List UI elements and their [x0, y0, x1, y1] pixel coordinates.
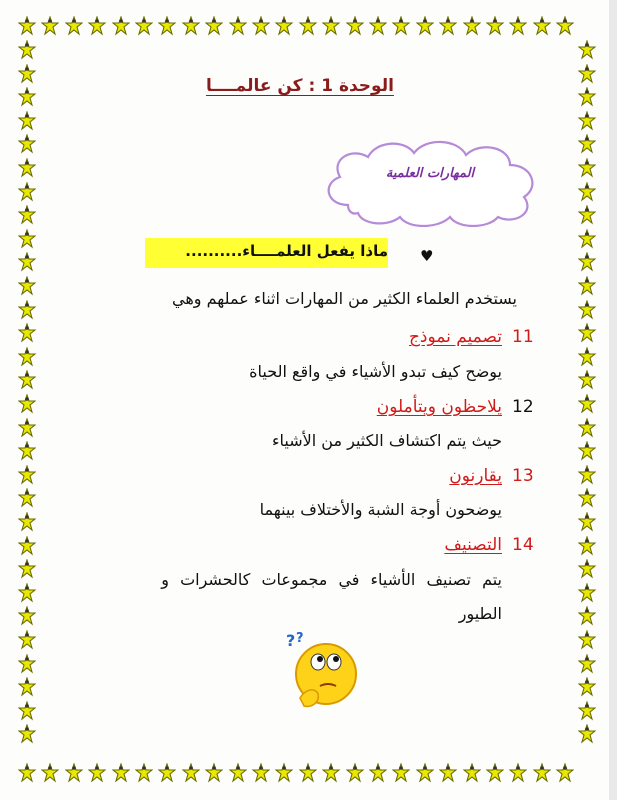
star-figure-icon	[182, 763, 200, 787]
star-figure-icon	[509, 763, 527, 787]
star-figure-icon	[486, 16, 504, 40]
star-figure-icon	[275, 16, 293, 40]
border-top	[18, 16, 601, 40]
star-figure-icon	[41, 16, 59, 40]
skill-number: 11	[512, 327, 534, 347]
border-right	[578, 40, 600, 755]
title-container	[195, 76, 405, 96]
cloud-label: المهارات العلمية	[385, 166, 475, 181]
intro-text: يستخدم العلماء الكثير من المهارات اثناء عملهم وهي	[172, 289, 517, 308]
star-figure-icon	[578, 724, 596, 748]
star-figure-icon	[578, 418, 596, 442]
star-figure-icon	[578, 205, 596, 229]
star-figure-icon	[18, 300, 36, 324]
star-figure-icon	[18, 394, 36, 418]
question-text: ماذا يفعل العلمــــاء..........	[185, 242, 388, 260]
star-figure-icon	[463, 16, 481, 40]
star-figure-icon	[18, 724, 36, 748]
star-figure-icon	[205, 16, 223, 40]
svg-text:?: ?	[296, 631, 304, 646]
skill-heading: التصنيف	[444, 535, 502, 555]
star-figure-icon	[18, 64, 36, 88]
skill-heading: تصميم نموذج	[408, 327, 502, 347]
star-figure-icon	[18, 606, 36, 630]
star-figure-icon	[18, 418, 36, 442]
star-figure-icon	[578, 347, 596, 371]
star-figure-icon	[229, 763, 247, 787]
skill-description: يوضح كيف تبدو الأشياء في واقع الحياة	[249, 362, 502, 381]
star-figure-icon	[18, 512, 36, 536]
star-figure-icon	[578, 252, 596, 276]
star-figure-icon	[18, 40, 36, 64]
star-figure-icon	[18, 134, 36, 158]
star-figure-icon	[578, 536, 596, 560]
star-figure-icon	[275, 763, 293, 787]
star-figure-icon	[463, 763, 481, 787]
star-figure-icon	[41, 763, 59, 787]
star-figure-icon	[578, 276, 596, 300]
star-figure-icon	[18, 677, 36, 701]
star-figure-icon	[18, 323, 36, 347]
star-figure-icon	[578, 111, 596, 135]
star-figure-icon	[18, 276, 36, 300]
thinking-smiley-icon	[282, 628, 360, 710]
star-figure-icon	[578, 300, 596, 324]
star-figure-icon	[578, 441, 596, 465]
star-figure-icon	[252, 763, 270, 787]
star-figure-icon	[88, 16, 106, 40]
star-figure-icon	[439, 16, 457, 40]
star-figure-icon	[416, 16, 434, 40]
skill-description: حيث يتم اكتشاف الكثير من الأشياء	[271, 431, 502, 450]
skill-heading: يقارنون	[449, 466, 502, 486]
star-figure-icon	[182, 16, 200, 40]
star-figure-icon	[158, 16, 176, 40]
skill-number: 14	[512, 535, 534, 555]
star-figure-icon	[369, 16, 387, 40]
star-figure-icon	[299, 16, 317, 40]
border-left	[18, 40, 40, 755]
svg-text:?: ?	[286, 631, 296, 650]
star-figure-icon	[322, 16, 340, 40]
star-figure-icon	[369, 763, 387, 787]
star-figure-icon	[578, 229, 596, 253]
star-figure-icon	[392, 763, 410, 787]
star-figure-icon	[578, 370, 596, 394]
star-figure-icon	[229, 16, 247, 40]
star-figure-icon	[578, 40, 596, 64]
star-figure-icon	[578, 606, 596, 630]
star-figure-icon	[18, 536, 36, 560]
page-edge	[609, 0, 617, 800]
star-figure-icon	[18, 370, 36, 394]
star-figure-icon	[556, 16, 574, 40]
star-figure-icon	[18, 229, 36, 253]
skill-number: 13	[512, 466, 534, 486]
skill-description: يوضحون أوجة الشبة والأختلاف بينهما	[259, 500, 502, 519]
page-title: الوحدة 1 : كن عالمــــا	[206, 76, 394, 96]
star-figure-icon	[88, 763, 106, 787]
star-figure-icon	[578, 134, 596, 158]
star-figure-icon	[578, 559, 596, 583]
star-figure-icon	[205, 763, 223, 787]
star-figure-icon	[18, 16, 36, 40]
star-figure-icon	[299, 763, 317, 787]
cloud-shape	[318, 135, 544, 227]
star-figure-icon	[18, 182, 36, 206]
star-figure-icon	[439, 763, 457, 787]
skill-description: يتم تصنيف الأشياء في مجموعات كالحشرات و	[161, 570, 502, 589]
star-figure-icon	[509, 16, 527, 40]
star-figure-icon	[578, 677, 596, 701]
star-figure-icon	[416, 763, 434, 787]
star-figure-icon	[158, 763, 176, 787]
skill-heading: يلاحظون ويتأملون	[376, 397, 502, 417]
star-figure-icon	[533, 763, 551, 787]
star-figure-icon	[18, 441, 36, 465]
star-figure-icon	[346, 16, 364, 40]
star-figure-icon	[65, 763, 83, 787]
star-figure-icon	[578, 394, 596, 418]
heart-icon: ♥	[420, 247, 434, 265]
star-figure-icon	[18, 347, 36, 371]
star-figure-icon	[112, 763, 130, 787]
star-figure-icon	[18, 465, 36, 489]
star-figure-icon	[578, 583, 596, 607]
star-figure-icon	[346, 763, 364, 787]
star-figure-icon	[578, 630, 596, 654]
star-figure-icon	[135, 763, 153, 787]
star-figure-icon	[556, 763, 574, 787]
star-figure-icon	[18, 111, 36, 135]
star-figure-icon	[392, 16, 410, 40]
star-figure-icon	[578, 465, 596, 489]
star-figure-icon	[18, 252, 36, 276]
star-figure-icon	[578, 488, 596, 512]
star-figure-icon	[252, 16, 270, 40]
star-figure-icon	[18, 701, 36, 725]
star-figure-icon	[65, 16, 83, 40]
star-figure-icon	[18, 205, 36, 229]
star-figure-icon	[18, 654, 36, 678]
star-figure-icon	[18, 763, 36, 787]
star-figure-icon	[18, 488, 36, 512]
star-figure-icon	[18, 583, 36, 607]
border-bottom	[18, 763, 601, 787]
star-figure-icon	[578, 701, 596, 725]
star-figure-icon	[18, 158, 36, 182]
star-figure-icon	[578, 64, 596, 88]
star-figure-icon	[135, 16, 153, 40]
star-figure-icon	[578, 512, 596, 536]
star-figure-icon	[18, 87, 36, 111]
star-figure-icon	[578, 654, 596, 678]
star-figure-icon	[578, 182, 596, 206]
star-figure-icon	[18, 559, 36, 583]
skill-number: 12	[512, 397, 534, 417]
skill-description-continued: الطيور	[458, 604, 502, 623]
star-figure-icon	[578, 158, 596, 182]
star-figure-icon	[578, 87, 596, 111]
star-figure-icon	[486, 763, 504, 787]
star-figure-icon	[578, 323, 596, 347]
star-figure-icon	[533, 16, 551, 40]
star-figure-icon	[18, 630, 36, 654]
star-figure-icon	[112, 16, 130, 40]
star-figure-icon	[322, 763, 340, 787]
